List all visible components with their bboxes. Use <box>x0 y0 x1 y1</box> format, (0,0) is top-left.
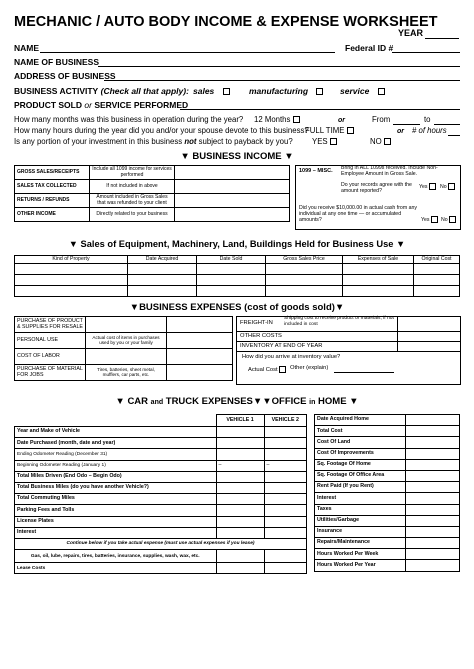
office-field[interactable] <box>406 560 460 571</box>
actual-cost-option[interactable] <box>248 366 286 374</box>
actual-cost-label: Actual Cost <box>248 367 278 374</box>
expense-row <box>15 365 233 381</box>
vehicle-2-field[interactable] <box>264 505 307 516</box>
office-row <box>315 504 460 515</box>
column-header: Kind of Property <box>15 256 128 264</box>
vehicle-2-field[interactable] <box>264 494 307 505</box>
table-cell[interactable] <box>266 275 343 286</box>
vehicle-row-label: Ending Odometer Reading (December 31) <box>15 449 217 460</box>
service-checkbox[interactable] <box>378 88 385 95</box>
business-address-field[interactable] <box>104 80 460 81</box>
income-row-note: Include all 1099 income for services performed <box>90 166 175 180</box>
expenses-table <box>14 316 233 381</box>
vehicle-1-field[interactable] <box>216 527 264 538</box>
table-cell[interactable] <box>128 286 197 297</box>
vehicle-1-field[interactable] <box>216 516 264 527</box>
table-cell[interactable] <box>266 286 343 297</box>
expense-row-label: PURCHASE OF MATERIAL FOR JOBS <box>15 365 86 381</box>
car-heading-a: ▼ CAR <box>115 396 149 407</box>
office-field[interactable] <box>406 549 460 560</box>
office-row-label: Insurance <box>315 526 406 537</box>
car-office-heading <box>0 396 474 407</box>
table-cell[interactable] <box>414 264 460 275</box>
vehicle-1-field[interactable] <box>216 438 264 449</box>
manufacturing-checkbox[interactable] <box>316 88 323 95</box>
page-title: MECHANIC / AUTO BODY INCOME & EXPENSE WORKSHEET <box>14 14 438 30</box>
vehicle-1-field[interactable] <box>216 427 264 438</box>
vehicle-2-field[interactable] <box>264 516 307 527</box>
income-row-label: SALES TAX COLLECTED <box>15 180 90 194</box>
payback-no-label: NO <box>370 137 382 146</box>
column-header: Date Acquired <box>128 256 197 264</box>
vehicle-row-label: Parking Fees and Tolls <box>15 505 217 516</box>
expense-row-label: COST OF LABOR <box>15 349 86 365</box>
vehicle-2-field[interactable] <box>264 563 307 574</box>
expense-row <box>15 349 233 365</box>
continue-note-row <box>15 538 307 549</box>
expense-row <box>15 333 233 349</box>
business-name-field[interactable] <box>98 66 460 67</box>
federal-id-field[interactable] <box>392 52 460 53</box>
vehicle-1-field[interactable] <box>216 449 264 460</box>
vehicle-row <box>15 505 307 516</box>
vehicle-row <box>15 563 307 574</box>
records-no-checkbox[interactable] <box>448 183 455 190</box>
vehicle-row-label: Beginning Odometer Reading (January 1) <box>15 460 217 471</box>
sales-equipment-heading: ▼ Sales of Equipment, Machinery, Land, Buildings Held for Business Use ▼ <box>68 239 406 249</box>
vehicle-2-field[interactable] <box>264 427 307 438</box>
months-to-field[interactable] <box>434 124 460 125</box>
column-header: Expenses of Sale <box>343 256 414 264</box>
months-from-label: From <box>372 115 391 124</box>
office-row-label: Cost Of Improvements <box>315 448 406 459</box>
vehicle-row-label: Date Purchased (month, date and year) <box>15 438 217 449</box>
office-field[interactable] <box>406 448 460 459</box>
income-amount-field[interactable] <box>175 166 290 180</box>
payback-question <box>14 138 293 146</box>
actual-cost-checkbox[interactable] <box>279 366 286 373</box>
table-row <box>15 286 460 297</box>
car-heading-and: and <box>150 399 164 406</box>
office-table <box>314 414 460 572</box>
vehicle-1-field[interactable] <box>216 460 264 471</box>
vehicle-row <box>15 449 307 460</box>
car-heading-in: in <box>309 399 316 406</box>
expense-row-note <box>86 349 167 365</box>
column-header: Date Sold <box>197 256 266 264</box>
income-row-note: If not included in above <box>90 180 175 194</box>
table-cell[interactable] <box>343 264 414 275</box>
continue-note: Continue below if you take actual expense (must use actual expenses if you lease) <box>15 538 307 549</box>
office-field[interactable] <box>406 470 460 481</box>
vehicle-2-field[interactable] <box>264 527 307 538</box>
office-field[interactable] <box>406 482 460 493</box>
income-row-label: RETURNS / REFUNDS <box>15 194 90 208</box>
income-row <box>15 194 290 208</box>
cash-no-checkbox[interactable] <box>449 216 456 223</box>
service-performed-label: SERVICE PERFORMED <box>94 100 189 110</box>
vehicle-1-header: VEHICLE 1 <box>216 415 264 427</box>
vehicle-header-row <box>15 415 307 427</box>
minus-sign: – <box>218 461 222 468</box>
product-service-field[interactable] <box>180 109 460 110</box>
inventory-divider <box>236 351 460 352</box>
vehicle-1-field[interactable] <box>216 494 264 505</box>
cash-yes-option[interactable] <box>421 216 438 223</box>
expense-row-note: Actual cost of items in purchases used by you or your family <box>86 333 167 349</box>
months-or: or <box>338 117 345 124</box>
vehicle-2-header: VEHICLE 2 <box>264 415 307 427</box>
table-cell[interactable] <box>343 275 414 286</box>
office-row-label: Repairs/Maintenance <box>315 538 406 549</box>
office-row <box>315 515 460 526</box>
product-sold-label: PRODUCT SOLD <box>14 100 82 110</box>
expense-row-label: PERSONAL USE <box>15 333 86 349</box>
months-12-label: 12 Months <box>254 115 291 124</box>
income-row-label: OTHER INCOME <box>15 208 90 222</box>
activity-hint: (Check all that apply): <box>100 86 189 96</box>
vehicle-row <box>15 482 307 493</box>
office-row <box>315 426 460 437</box>
office-field[interactable] <box>406 437 460 448</box>
vehicle-2-field[interactable] <box>264 460 307 471</box>
vehicle-2-field[interactable] <box>264 482 307 493</box>
inventory-question: How did you arrive at inventory value? <box>242 354 341 360</box>
year-field[interactable] <box>425 38 459 39</box>
vehicle-row <box>15 438 307 449</box>
expense-amount-field[interactable] <box>167 349 233 365</box>
expense-row <box>15 317 233 333</box>
cash-no-label: No <box>441 216 448 223</box>
records-no-option[interactable] <box>440 183 455 190</box>
office-row-label: Rent Paid (If you Rent) <box>315 482 406 493</box>
freight-amount-field[interactable] <box>397 316 461 331</box>
vehicle-row <box>15 427 307 438</box>
payback-no-option[interactable] <box>370 138 391 146</box>
office-field[interactable] <box>406 538 460 549</box>
table-cell[interactable] <box>343 286 414 297</box>
minus-sign: – <box>266 461 270 468</box>
office-row <box>315 526 460 537</box>
vehicle-1-field[interactable] <box>216 550 264 563</box>
payback-yes-option[interactable] <box>312 138 337 146</box>
vehicle-row-label: Total Commuting Miles <box>15 494 217 505</box>
table-cell[interactable] <box>15 264 128 275</box>
office-row-label: Date Acquired Home <box>315 415 406 426</box>
payback-yes-label: YES <box>312 137 328 146</box>
full-time-option[interactable] <box>305 127 354 135</box>
car-heading-c: HOME ▼ <box>318 396 359 407</box>
activity-label: BUSINESS ACTIVITY <box>14 86 99 96</box>
office-row <box>315 437 460 448</box>
business-activity-row <box>14 87 189 96</box>
months-12-checkbox[interactable] <box>293 116 300 123</box>
expense-amount-field[interactable] <box>167 333 233 349</box>
office-row <box>315 493 460 504</box>
inventory-end-label: INVENTORY AT END OF YEAR <box>240 343 323 349</box>
months-from-field[interactable] <box>393 124 420 125</box>
activity-manufacturing-label: manufacturing <box>249 86 309 96</box>
office-row <box>315 560 460 571</box>
income-row-note: Directly related to your business <box>90 208 175 222</box>
office-row <box>315 482 460 493</box>
office-row-label: Total Cost <box>315 426 406 437</box>
activity-sales[interactable] <box>193 87 230 96</box>
income-heading: ▼ BUSINESS INCOME ▼ <box>180 151 294 162</box>
sales-checkbox[interactable] <box>223 88 230 95</box>
vehicle-table <box>14 414 307 574</box>
income-amount-field[interactable] <box>175 194 290 208</box>
vehicle-row-label: Year and Make of Vehicle <box>15 427 217 438</box>
table-row <box>15 264 460 275</box>
activity-sales-label: sales <box>193 86 215 96</box>
vehicle-row <box>15 516 307 527</box>
expense-row-note: Tires, batteries, sheet metal, mufflers, car parts, etc. <box>86 365 167 381</box>
table-cell[interactable] <box>128 275 197 286</box>
office-row-label: Sq. Footage Of Home <box>315 459 406 470</box>
office-field[interactable] <box>406 493 460 504</box>
income-row <box>15 166 290 180</box>
table-cell[interactable] <box>414 275 460 286</box>
office-field[interactable] <box>406 426 460 437</box>
office-field[interactable] <box>406 515 460 526</box>
payback-not: not <box>184 137 197 146</box>
office-field[interactable] <box>406 504 460 515</box>
vehicle-2-field[interactable] <box>264 449 307 460</box>
vehicle-row-label: Total Miles Driven (End Odo – Begin Odo) <box>15 471 217 482</box>
other-costs-amount-field[interactable] <box>397 331 461 341</box>
office-row-label: Hours Worked Per Week <box>315 549 406 560</box>
vehicle-1-field[interactable] <box>216 482 264 493</box>
office-row <box>315 538 460 549</box>
office-row <box>315 448 460 459</box>
inventory-amount-field[interactable] <box>397 341 461 351</box>
expense-row-note <box>86 317 167 333</box>
federal-id-label: Federal ID # <box>345 43 394 53</box>
hours-count-field[interactable] <box>448 135 460 136</box>
misc-1099-label: 1099 – MISC. <box>299 168 333 174</box>
other-costs-label: OTHER COSTS <box>240 333 282 339</box>
office-row-label: Hours Worked Per Year <box>315 560 406 571</box>
months-to-label: to <box>424 115 431 124</box>
freight-note: Shipping cost to receive product or materials, if not included in cost <box>284 316 394 327</box>
vehicle-row-label: Interest <box>15 527 217 538</box>
months-question: How many months was this business in operation during the year? <box>14 115 244 124</box>
office-row <box>315 459 460 470</box>
business-name-label: NAME OF BUSINESS <box>14 57 100 67</box>
vehicle-row-label: License Plates <box>15 516 217 527</box>
other-explain-label: Other (explain) <box>290 365 329 371</box>
business-address-label: ADDRESS OF BUSINESS <box>14 71 116 81</box>
office-row-label: Taxes <box>315 504 406 515</box>
table-cell[interactable] <box>266 264 343 275</box>
name-label: NAME <box>14 43 40 53</box>
office-field[interactable] <box>406 415 460 426</box>
office-row-label: Sq. Footage Of Office Area <box>315 470 406 481</box>
misc-1099-note: Bring in ALL 1099s received. Include Non-Employee Amount in Gross Sale. <box>341 165 438 177</box>
vehicle-row <box>15 471 307 482</box>
office-row-label: Cost Of Land <box>315 437 406 448</box>
vehicle-2-field[interactable] <box>264 471 307 482</box>
full-time-checkbox[interactable] <box>347 127 354 134</box>
name-field[interactable] <box>40 52 335 53</box>
vehicle-2-field[interactable] <box>264 550 307 563</box>
table-row <box>15 275 460 286</box>
hours-count-label: # of hours <box>412 126 447 135</box>
vehicle-1-field[interactable] <box>216 563 264 574</box>
vehicle-row <box>15 460 307 471</box>
payback-yes-checkbox[interactable] <box>330 138 337 145</box>
vehicle-header-spacer <box>15 415 217 427</box>
freight-label: FREIGHT-IN <box>240 320 273 326</box>
product-service-row <box>14 101 188 110</box>
column-header: Gross Sales Price <box>266 256 343 264</box>
gas-note: Gas, oil, lube, repairs, tires, batteries, insurance, supplies, wash, wax, etc. <box>15 550 217 563</box>
payback-text-b: subject to payback by you? <box>198 137 293 146</box>
other-explain-option[interactable] <box>290 366 328 372</box>
other-explain-field[interactable] <box>334 372 394 373</box>
records-no-label: No <box>440 183 447 190</box>
vehicle-1-field[interactable] <box>216 505 264 516</box>
income-row <box>15 208 290 222</box>
activity-service[interactable] <box>340 87 385 96</box>
office-field[interactable] <box>406 526 460 537</box>
vehicle-row-label: Lease Costs <box>15 563 217 574</box>
income-row-note: Amount included in Gross Sales that was refunded to your client <box>90 194 175 208</box>
hours-or: or <box>397 128 404 135</box>
income-amount-field[interactable] <box>175 208 290 222</box>
hours-question: How many hours during the year did you and/or your spouse devote to this business? <box>14 126 309 135</box>
expense-amount-field[interactable] <box>167 317 233 333</box>
office-row <box>315 470 460 481</box>
office-row <box>315 415 460 426</box>
activity-manufacturing[interactable] <box>249 87 323 96</box>
records-yes-option[interactable] <box>419 183 436 190</box>
months-12-option[interactable] <box>254 116 300 124</box>
table-cell[interactable] <box>414 286 460 297</box>
table-cell[interactable] <box>197 286 266 297</box>
income-row-label: GROSS SALES/RECEIPTS <box>15 166 90 180</box>
cash-yes-checkbox[interactable] <box>431 216 438 223</box>
year-label: YEAR <box>398 28 424 38</box>
income-table <box>14 165 290 222</box>
full-time-label: FULL TIME <box>305 126 345 135</box>
table-cell[interactable] <box>15 286 128 297</box>
or-label: or <box>84 100 92 110</box>
table-cell[interactable] <box>197 264 266 275</box>
office-row-label: Utilities/Garbage <box>315 515 406 526</box>
records-yes-label: Yes <box>419 183 428 190</box>
office-row <box>315 549 460 560</box>
expense-amount-field[interactable] <box>167 365 233 381</box>
table-cell[interactable] <box>197 275 266 286</box>
office-field[interactable] <box>406 459 460 470</box>
cash-yes-label: Yes <box>421 216 430 223</box>
vehicle-row-label: Total Business Miles (do you have another Vehicle?) <box>15 482 217 493</box>
table-cell[interactable] <box>15 275 128 286</box>
records-question: Do your records agree with the amount reported? <box>341 182 412 194</box>
vehicle-1-field[interactable] <box>216 471 264 482</box>
vehicle-row <box>15 550 307 563</box>
table-cell[interactable] <box>128 264 197 275</box>
vehicle-row <box>15 527 307 538</box>
sales-equipment-table <box>14 255 460 297</box>
activity-service-label: service <box>340 86 370 96</box>
records-yes-checkbox[interactable] <box>429 183 436 190</box>
expenses-heading: ▼BUSINESS EXPENSES (cost of goods sold)▼ <box>129 302 345 313</box>
vehicle-row <box>15 494 307 505</box>
income-row <box>15 180 290 194</box>
car-heading-b: TRUCK EXPENSES▼▼OFFICE <box>165 396 307 407</box>
table-header-row <box>15 256 460 264</box>
expense-row-label: PURCHASE OF PRODUCT & SUPPLIES FOR RESALE <box>15 317 86 333</box>
income-amount-field[interactable] <box>175 180 290 194</box>
cash-no-option[interactable] <box>441 216 456 223</box>
vehicle-2-field[interactable] <box>264 438 307 449</box>
office-row-label: Interest <box>315 493 406 504</box>
payback-no-checkbox[interactable] <box>384 138 391 145</box>
cash-question: Did you receive $10,000.00 in actual cash from any individual at any one time — or accumulated amounts? <box>299 205 417 224</box>
payback-text-a: Is any portion of your investment in this business <box>14 137 183 146</box>
column-header: Original Cost <box>414 256 460 264</box>
